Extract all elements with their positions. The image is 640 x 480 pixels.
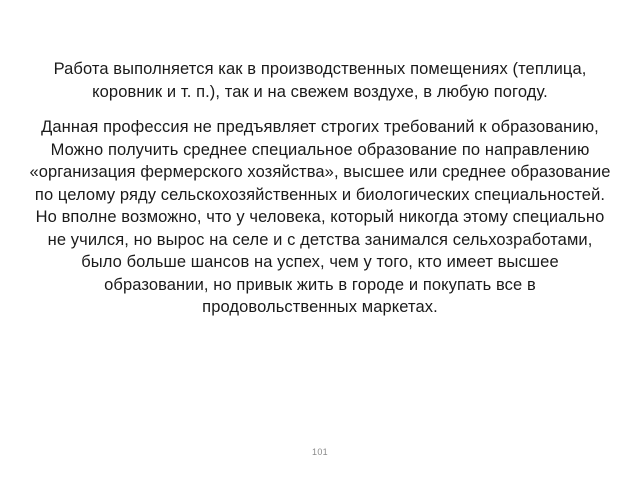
paragraph-2: Данная профессия не предъявляет строгих требований к образованию, Можно получить среднее специальное образование по направлению «организация фермерского хозяйства», высшее или среднее образование по целому ряду сельскохозяйственных и биологических специальностей. Но вполне возможно, что у человека, который никогда этому специально не учился, но вырос на селе и с детства занимался сельхозработами, было больше шансов на успех, чем у того, кто имеет высшее образовании, но привык жить в городе и покупать все в продовольственных маркетах. — [29, 118, 611, 316]
slide-body — [28, 58, 612, 319]
slide-number: 101 — [312, 447, 328, 457]
paragraph-1: Работа выполняется как в производственных помещениях (теплица, коровник и т. п.), так и на свежем воздухе, в любую погоду. — [53, 60, 587, 101]
